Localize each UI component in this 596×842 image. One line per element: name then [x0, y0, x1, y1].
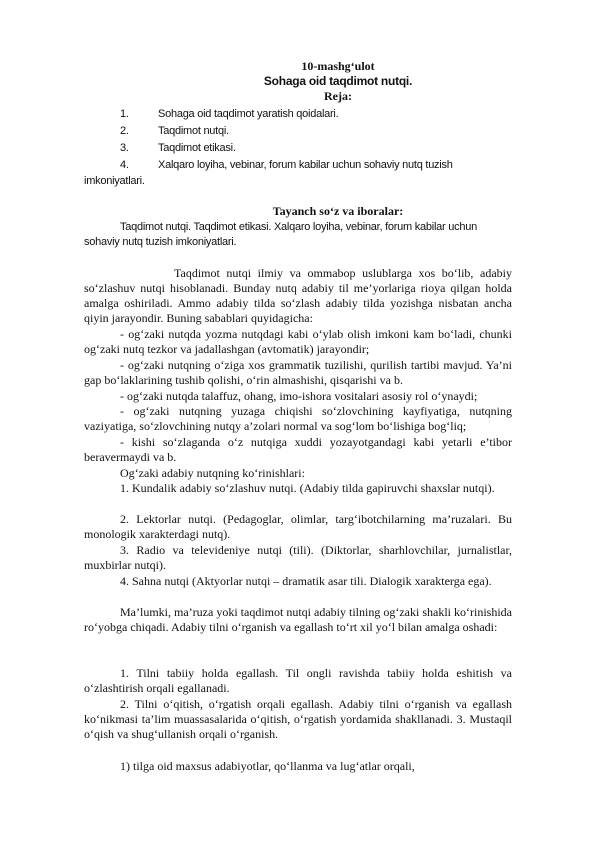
list-item: - og‘zaki nutqda talaffuz, ohang, imo-ishora vositalari asosiy rol o‘ynaydi;	[120, 389, 478, 403]
plan-item	[120, 158, 453, 172]
plan-item-number: 3.	[120, 142, 129, 154]
list-item: - og‘zaki nutqning yuzaga chiqishi so‘zlovchining kayfiyatiga, nutqning vaziyatiga, so‘zlovchining nutqy a’zolari normal va sog‘lom bo‘lishiga bog‘liq;	[84, 404, 512, 434]
list-item: 4. Sahna nutqi (Aktyorlar nutqi – dramatik asar tili. Dialogik xarakterga ega).	[120, 574, 492, 588]
paragraph-intro: Taqdimot nutqi ilmiy va ommabop uslublarga xos bo‘lib, adabiy so‘zlashuv nutqi hisoblanadi. Bunday nutq adabiy til me’yorlariga rioya qilgan holda amalga oshiriladi. Ammo adabiy tilda so‘zlash adabiy tilda yozishga nisbatan ancha qiyin jarayondir. Buning sabablari quyidagicha:	[84, 266, 512, 326]
list-item: - og‘zaki nutqda yozma nutqdagi kabi o‘ylab olish imkoni kam bo‘ladi, chunki og‘zaki nutq tezkor va jadallashgan (avtomatik) jarayondir;	[84, 327, 512, 357]
list-item: - kishi so‘zlaganda o‘z nutqiga xuddi yozayotgandagi kabi yetarli e’tibor beravermaydi va b.	[84, 435, 512, 465]
plan-item-number: 4.	[120, 159, 129, 171]
list-item: 3. Radio va televideniye nutqi (tili). (Diktorlar, sharhlovchilar, jurnalistlar, muxbirlar nutqi).	[84, 543, 512, 573]
list-item: - og‘zaki nutqning o‘ziga xos grammatik tuzilishi, qurilish tartibi mavjud. Ya’ni gap bo‘laklarining tushib qolishi, o‘rin almashishi, qisqarishi va b.	[84, 358, 512, 388]
list-item: 2. Lektorlar nutqi. (Pedagoglar, olimlar, targ‘ibotchilarning ma’ruzalari. Bu monologik xarakterdagi nutq).	[84, 512, 512, 542]
plan-item-text: Taqdimot nutqi.	[158, 125, 229, 137]
list-item: 1. Tilni tabiiy holda egallash. Til ongli ravishda tabiiy holda eshitish va o‘zlashtirish orqali egallanadi.	[84, 666, 512, 696]
list-item: 1) tilga oid maxsus adabiyotlar, qo‘llanma va lug‘atlar orqali,	[120, 759, 415, 773]
lesson-subtitle: Sohaga oid taqdimot nutqi.	[263, 74, 413, 88]
plan-item-number: 1.	[120, 108, 129, 120]
lesson-title: 10-mashg‘ulot	[301, 59, 375, 73]
list-item: 1. Kundalik adabiy so‘zlashuv nutqi. (Adabiy tilda gapiruvchi shaxslar nutqi).	[120, 481, 495, 495]
keywords-heading: Tayanch so‘z va iboralar:	[272, 204, 404, 218]
header-block	[0, 59, 596, 104]
plan-item	[120, 124, 229, 138]
list-item: 2. Tilni o‘qitish, o‘rgatish orqali egallash. Adabiy tilni o‘rganish va egallash ko‘nikmasi ta’lim muassasalarida o‘qitish, o‘rgatish yordamida shakllanadi. 3. Mustaqil o‘qish va shug‘ullanish orqali o‘rganish.	[84, 697, 512, 742]
plan-label: Reja:	[324, 89, 352, 103]
plan-item	[120, 141, 236, 155]
plan-item-text: Xalqaro loyiha, vebinar, forum kabilar uchun sohaviy nutq tuzish	[158, 159, 453, 171]
plan-item-continuation: imkoniyatlari.	[84, 175, 145, 187]
plan-item-text: Taqdimot etikasi.	[158, 142, 236, 154]
keywords-text: Taqdimot nutqi. Taqdimot etikasi. Xalqaro loyiha, vebinar, forum kabilar uchun sohaviy nutq tuzish imkoniyatlari.	[84, 221, 477, 248]
paragraph: Ma’lumki, ma’ruza yoki taqdimot nutqi adabiy tilning og‘zaki shakli ko‘rinishida ro‘yobga chiqadi. Adabiy tilni o‘rganish va egallash to‘rt xil yo‘l bilan amalga oshadi:	[84, 605, 512, 635]
plan-item-text: Sohaga oid taqdimot yaratish qoidalari.	[158, 108, 339, 120]
section-label: Og‘zaki adabiy nutqning ko‘rinishlari:	[120, 466, 305, 480]
plan-item-number: 2.	[120, 125, 129, 137]
plan-item	[120, 107, 338, 121]
